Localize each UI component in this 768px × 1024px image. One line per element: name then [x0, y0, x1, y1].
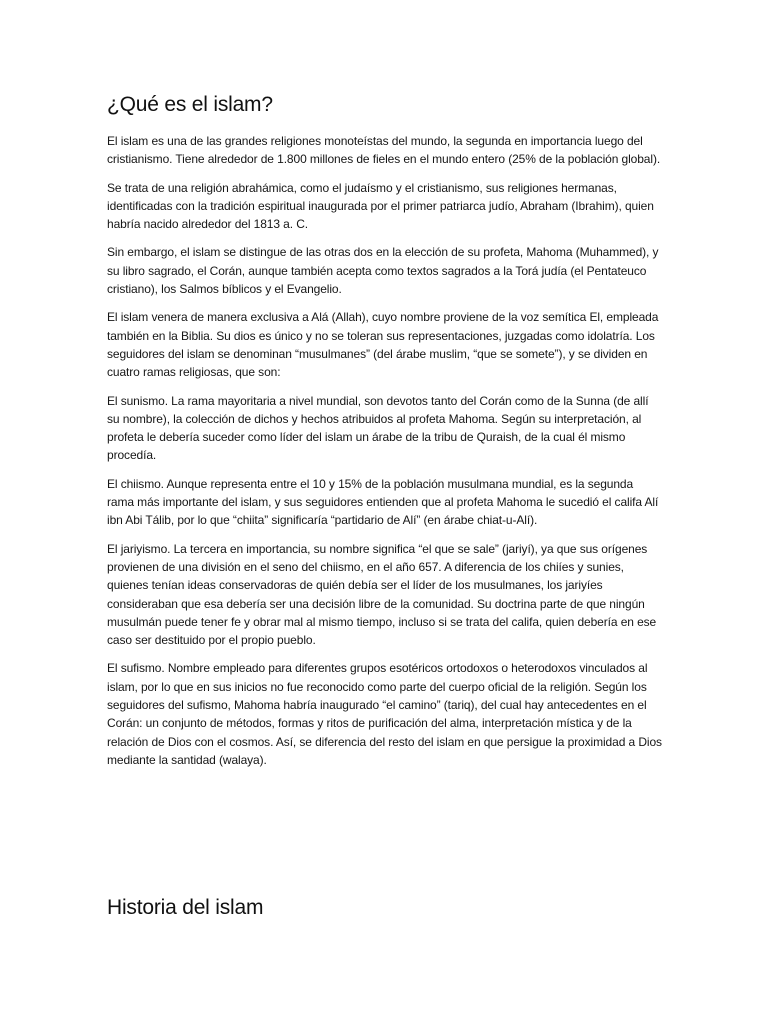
paragraph-abrahamic: Se trata de una religión abrahámica, como el judaísmo y el cristianismo, sus religiones hermanas, identificadas con la tradición espiritual inaugurada por el primer patriarca judío, Abraham (Ibrahim), quien habría nacido alrededor del 1813 a. C. — [107, 180, 654, 232]
document-body — [107, 92, 662, 779]
paragraph-jariyismo: El jariyismo. La tercera en importancia, su nombre significa “el que se sale” (jariyí), ya que sus orígenes provienen de una división en el seno del chiismo, en el año 657. A diferencia de los chiíes y sunies, quienes tenían ideas conservadoras de quién debía ser el líder de los musulmanes, los jariyíes consideraban que esa debería ser una decisión libre de la comunidad. Su doctrina parte de que ningún musulmán puede tener fe y obrar mal al mismo tiempo, incluso si se trata del califa, quien debería en ese caso ser destituido por el propio pueblo. — [107, 541, 657, 648]
paragraph-allah: El islam venera de manera exclusiva a Alá (Allah), cuyo nombre proviene de la voz semítica El, empleada también en la Biblia. Su dios es único y no se toleran sus representaciones, juzgadas como idolatría. Los seguidores del islam se denominan “musulmanes” (del árabe muslim, “que se somete”), y se dividen en cuatro ramas religiosas, que son: — [107, 310, 659, 380]
paragraph-prophet: Sin embargo, el islam se distingue de las otras dos en la elección de su profeta, Mahoma (Muhammed), y su libro sagrado, el Corán, aunque también acepta como textos sagrados a la Torá judía (el Pentateuco cristiano), los Salmos bíblicos y el Evangelio. — [107, 245, 659, 297]
paragraph-sufismo: El sufismo. Nombre empleado para diferentes grupos esotéricos ortodoxos o heterodoxos vinculados al islam, por lo que en sus inicios no fue reconocido como parte del cuerpo oficial de la religión. Según los seguidores del sufismo, Mahoma habría inaugurado “el camino” (tariq), del cual hay antecedentes en el Corán: un conjunto de métodos, formas y ritos de purificación del alma, interpretación mística y de la relación de Dios con el cosmos. Así, se diferencia del resto del islam en que persigue la proximidad a Dios mediante la santidad (walaya). — [107, 661, 662, 767]
paragraph-chiismo: El chiismo. Aunque representa entre el 10 y 15% de la población musulmana mundial, es la segunda rama más importante del islam, y sus seguidores entienden que al profeta Mahoma le sucedió el califa Alí ibn Abi Tálib, por lo que “chiita” significaría “partidario de Alí” (en árabe chiat-u-Alí). — [107, 476, 659, 528]
page-title: ¿Qué es el islam? — [107, 93, 273, 116]
paragraph-sunismo: El sunismo. La rama mayoritaria a nivel mundial, son devotos tanto del Corán como de la Sunna (de allí su nombre), la colección de dichos y hechos atribuidos al profeta Mahoma. Según su interpretación, al profeta le debería suceder como líder del islam un árabe de la tribu de Quraish, de la cual él mismo procedía. — [107, 393, 649, 463]
section-title-history: Historia del islam — [107, 896, 264, 919]
section-history — [107, 895, 662, 921]
paragraph-intro: El islam es una de las grandes religiones monoteístas del mundo, la segunda en importancia luego del cristianismo. Tiene alrededor de 1.800 millones de fieles en el mundo entero (25% de la población global). — [107, 134, 661, 167]
